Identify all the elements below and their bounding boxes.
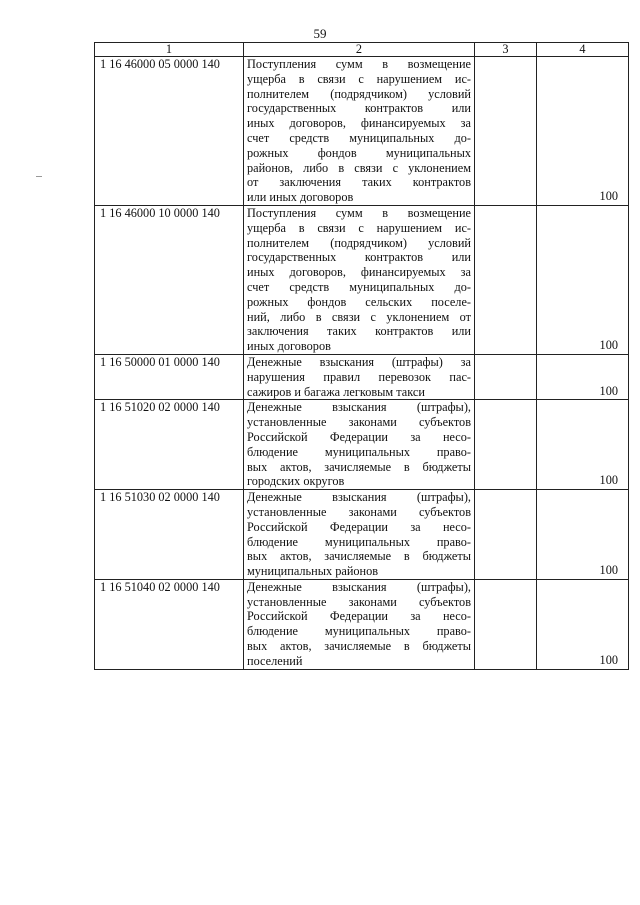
revenue-name-line: ущерба в связи с нарушением ис- (247, 220, 471, 235)
revenue-name-line: полнителем (подрядчиком) условий (247, 86, 471, 101)
scan-artifact (36, 176, 42, 177)
revenue-name-line: Российской Федерации за несо- (247, 519, 471, 534)
revenue-name-line: Денежные взыскания (штрафы) за (247, 354, 471, 369)
revenue-name-line: государственных контрактов или (247, 101, 471, 116)
revenue-name-line: счет средств муниципальных до- (247, 130, 471, 145)
revenue-name-line: ущерба в связи с нарушением ис- (247, 71, 471, 86)
revenue-name-line: от заключения таких контрактов (247, 175, 471, 190)
budget-code-cell: 1 16 46000 10 0000 140 (95, 205, 244, 354)
table-row (95, 354, 629, 399)
revenue-name-line: иных договоров (247, 339, 331, 354)
revenue-name-line: ний, либо в связи с уклонением от (247, 309, 471, 324)
revenue-name-line: блюдение муниципальных право- (247, 534, 471, 549)
revenue-name-cell (244, 490, 475, 580)
column-3-cell (475, 490, 537, 580)
revenue-name-line: заключения таких контрактов или (247, 324, 471, 339)
revenue-name-line: или иных договоров (247, 190, 354, 205)
column-header-2: 2 (244, 43, 475, 57)
revenue-name-cell (244, 400, 475, 490)
revenue-name-line: Денежные взыскания (штрафы), (247, 579, 471, 594)
revenue-name-line: рожных фондов муниципальных (247, 145, 471, 160)
column-3-cell (475, 400, 537, 490)
column-3-cell (475, 354, 537, 399)
amount-cell: 100 (537, 205, 629, 354)
revenue-name-line: Денежные взыскания (штрафы), (247, 490, 471, 505)
revenue-name-cell (244, 579, 475, 669)
amount-cell: 100 (537, 354, 629, 399)
page-number: 59 (313, 26, 327, 41)
budget-code-cell: 1 16 51040 02 0000 140 (95, 579, 244, 669)
revenue-name-line: Российской Федерации за несо- (247, 609, 471, 624)
amount-cell: 100 (537, 400, 629, 490)
table-row (95, 400, 629, 490)
revenue-name-line: блюдение муниципальных право- (247, 624, 471, 639)
column-3-cell (475, 57, 537, 206)
column-3-cell (475, 205, 537, 354)
revenue-name-line: рожных фондов сельских поселе- (247, 294, 471, 309)
revenue-name-line: установленные законами субъектов (247, 504, 471, 519)
revenue-name-line: сажиров и багажа легковым такси (247, 384, 425, 399)
header-row (95, 43, 629, 57)
table-row (95, 205, 629, 354)
table-body (95, 43, 629, 670)
budget-code-cell: 1 16 46000 05 0000 140 (95, 57, 244, 206)
amount-cell: 100 (537, 57, 629, 206)
revenue-name-line: иных договоров, финансируемых за (247, 265, 471, 280)
revenue-name-line: блюдение муниципальных право- (247, 444, 471, 459)
budget-code-cell: 1 16 51020 02 0000 140 (95, 400, 244, 490)
column-header-4: 4 (537, 43, 629, 57)
revenue-name-line: Денежные взыскания (штрафы), (247, 400, 471, 415)
column-header-1: 1 (95, 43, 244, 57)
revenue-name-cell (244, 354, 475, 399)
revenue-name-line: городских округов (247, 474, 345, 489)
revenue-name-line: счет средств муниципальных до- (247, 279, 471, 294)
budget-code-cell: 1 16 50000 01 0000 140 (95, 354, 244, 399)
revenue-name-line: полнителем (подрядчиком) условий (247, 235, 471, 250)
revenue-name-line: поселений (247, 653, 303, 668)
revenue-name-line: установленные законами субъектов (247, 594, 471, 609)
revenue-name-line: муниципальных районов (247, 564, 379, 579)
revenue-name-cell (244, 57, 475, 206)
revenue-name-line: вых актов, зачисляемые в бюджеты (247, 549, 471, 564)
amount-cell: 100 (537, 579, 629, 669)
revenue-name-line: государственных контрактов или (247, 250, 471, 265)
revenue-name-line: Поступления сумм в возмещение (247, 205, 471, 220)
revenue-name-line: иных договоров, финансируемых за (247, 116, 471, 131)
revenue-name-line: Российской Федерации за несо- (247, 429, 471, 444)
budget-code-cell: 1 16 51030 02 0000 140 (95, 490, 244, 580)
revenue-table (94, 42, 629, 670)
revenue-name-line: Поступления сумм в возмещение (247, 57, 471, 71)
revenue-name-line: нарушения правил перевозок пас- (247, 369, 471, 384)
amount-cell: 100 (537, 490, 629, 580)
revenue-name-line: вых актов, зачисляемые в бюджеты (247, 639, 471, 654)
revenue-name-line: установленные законами субъектов (247, 415, 471, 430)
column-header-3: 3 (475, 43, 537, 57)
revenue-name-cell (244, 205, 475, 354)
table-row (95, 579, 629, 669)
table-row (95, 57, 629, 206)
revenue-name-line: вых актов, зачисляемые в бюджеты (247, 459, 471, 474)
column-3-cell (475, 579, 537, 669)
table-row (95, 490, 629, 580)
revenue-name-line: районов, либо в связи с уклонением (247, 160, 471, 175)
